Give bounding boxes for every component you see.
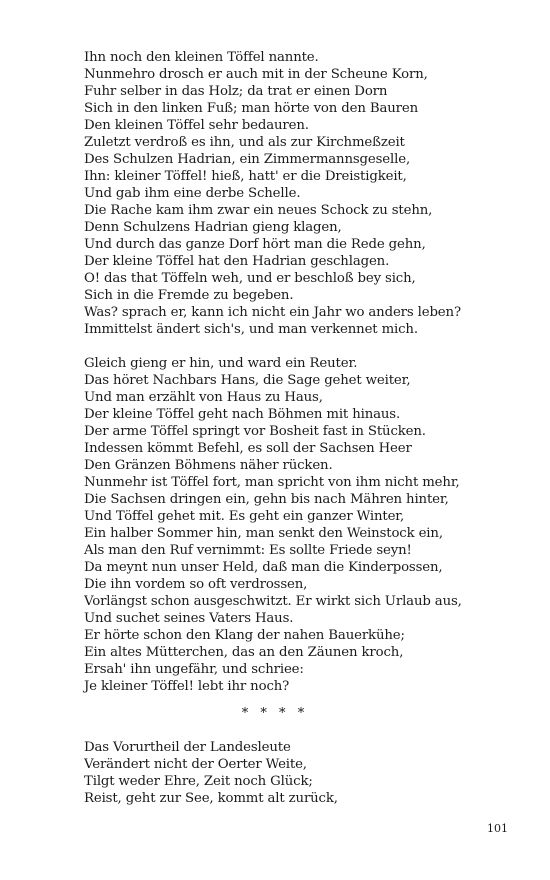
poem-line: Die Rache kam ihm zwar ein neues Schock zu stehn, [84,203,433,218]
poem-line: Des Schulzen Hadrian, ein Zimmermannsgeselle, [84,152,411,167]
poem-line: Ein altes Mütterchen, das an den Zäunen kroch, [84,645,404,660]
poem-line: Tilgt weder Ehre, Zeit noch Glück; [84,774,313,789]
poem-line: Sich in den linken Fuß; man hörte von den Bauren [84,101,419,116]
stanza-3 [84,739,524,807]
poem-line: Und gab ihm eine derbe Schelle. [84,186,301,201]
poem-line: Immittelst ändert sich's, und man verkennet mich. [84,322,418,337]
poem-line: Reist, geht zur See, kommt alt zurück, [84,791,338,806]
poem-line: Der arme Töffel springt vor Bosheit fast in Stücken. [84,424,426,439]
poem-line: Ein halber Sommer hin, man senkt den Weinstock ein, [84,526,443,541]
poem-body-continued [84,739,524,807]
poem-line: Denn Schulzens Hadrian gieng klagen, [84,220,342,235]
poem-line: Ersah' ihn ungefähr, und schriee: [84,662,304,677]
poem-line: Ihn: kleiner Töffel! hieß, hatt' er die Dreistigkeit, [84,169,407,184]
poem-line: Und suchet seines Vaters Haus. [84,611,294,626]
poem-line: Gleich gieng er hin, und ward ein Reuter. [84,356,358,371]
poem-line: Und Töffel gehet mit. Es geht ein ganzer Winter, [84,509,405,524]
stanza-1 [84,49,524,338]
poem-line: Ihn noch den kleinen Töffel nannte. [84,50,319,65]
poem-line: Indessen kömmt Befehl, es soll der Sachsen Heer [84,441,412,456]
poem-line: Zuletzt verdroß es ihn, und als zur Kirchmeßzeit [84,135,405,150]
poem-line: Und durch das ganze Dorf hört man die Rede gehn, [84,237,426,252]
poem-line: Und man erzählt von Haus zu Haus, [84,390,323,405]
poem-line: Der kleine Töffel hat den Hadrian geschlagen. [84,254,390,269]
poem-line: Was? sprach er, kann ich nicht ein Jahr wo anders leben? [84,305,461,320]
poem-line: Nunmehro drosch er auch mit in der Scheune Korn, [84,67,428,82]
poem-line: Sich in die Fremde zu begeben. [84,288,294,303]
poem-line: Verändert nicht der Oerter Weite, [84,757,307,772]
poem-line: Das höret Nachbars Hans, die Sage gehet weiter, [84,373,411,388]
poem-line: Je kleiner Töffel! lebt ihr noch? [84,679,290,694]
poem-line: O! das that Töffeln weh, und er beschloß bey sich, [84,271,416,286]
page-number: 101 [487,822,508,835]
poem-line: Der kleine Töffel geht nach Böhmen mit hinaus. [84,407,401,422]
poem-line: Fuhr selber in das Holz; da trat er einen Dorn [84,84,388,99]
poem-line: Als man den Ruf vernimmt: Es sollte Friede seyn! [84,543,412,558]
poem-line: Die ihn vordem so oft verdrossen, [84,577,308,592]
poem-line: Die Sachsen dringen ein, gehn bis nach Mähren hinter, [84,492,449,507]
section-separator: * * * * [241,706,309,721]
poem-line: Vorlängst schon ausgeschwitzt. Er wirkt sich Urlaub aus, [84,594,462,609]
stanza-2 [84,355,524,695]
poem-line: Er hörte schon den Klang der nahen Bauerkühe; [84,628,405,643]
poem-line: Den Gränzen Böhmens näher rücken. [84,458,333,473]
stanza-gap [84,338,524,355]
poem-line: Den kleinen Töffel sehr bedauren. [84,118,309,133]
poem-line: Nunmehr ist Töffel fort, man spricht von ihm nicht mehr, [84,475,460,490]
poem-line: Das Vorurtheil der Landesleute [84,740,291,755]
poem-line: Da meynt nun unser Held, daß man die Kinderpossen, [84,560,443,575]
poem-body [84,49,524,695]
